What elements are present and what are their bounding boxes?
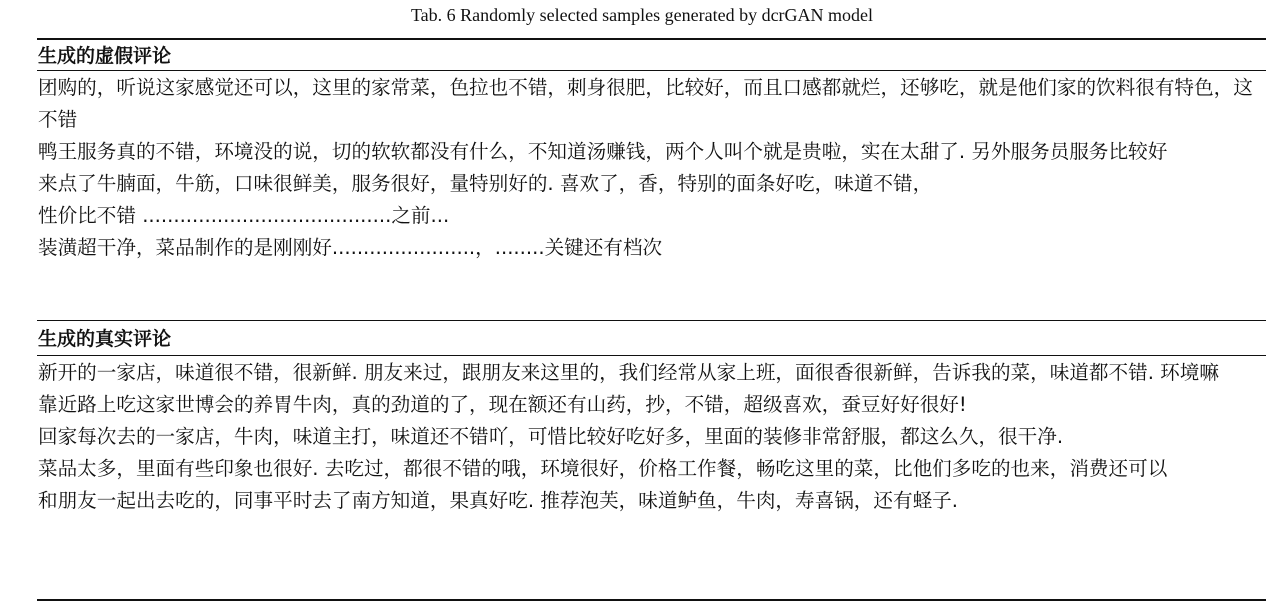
real-reviews-heading: 生成的真实评论 — [38, 328, 172, 350]
fake-reviews-list — [38, 72, 1264, 264]
real-review-row: 回家每次去的一家店，牛肉，味道主打，味道还不错吖，可惜比较好吃好多，里面的装修非常舒服，都这么久，很干净. — [38, 425, 1064, 448]
fake-review-row: 来点了牛腩面，牛筋，口味很鲜美，服务很好，量特别好的. 喜欢了，香，特别的面条好吃，味道不错， — [38, 172, 933, 195]
real-review-row: 菜品太多，里面有些印象也很好. 去吃过，都很不错的哦，环境很好，价格工作餐，畅吃这里的菜，比他们多吃的也来，消费还可以 — [38, 457, 1168, 480]
real-review-row: 靠近路上吃这家世博会的养胃牛肉，真的劲道的了，现在额还有山药，抄，不错，超级喜欢，蚕豆好好很好! — [38, 393, 967, 416]
fake-reviews-heading: 生成的虚假评论 — [38, 45, 172, 67]
fake-review-row: 装潢超干净，菜品制作的是刚刚好.......................，........关键还有档次 — [38, 236, 663, 259]
fake-heading-rule — [37, 70, 1266, 71]
real-review-row: 和朋友一起出去吃的，同事平时去了南方知道，果真好吃. 推荐泡芙，味道鲈鱼，牛肉，寿喜锅，还有蛏子. — [38, 489, 958, 512]
real-heading-rule — [37, 355, 1266, 356]
bottom-rule — [37, 599, 1266, 601]
table-caption: Tab. 6 Randomly selected samples generated by dcrGAN model — [410, 5, 874, 25]
fake-review-row: 团购的，听说这家感觉还可以，这里的家常菜，色拉也不错，刺身很肥，比较好，而且口感都就烂，还够吃，就是他们家的饮料很有特色，这不错 — [38, 76, 1253, 131]
real-reviews-list — [38, 357, 1264, 517]
fake-reviews-section — [38, 42, 1264, 264]
top-rule — [37, 38, 1266, 40]
fake-review-row: 鸭王服务真的不错，环境没的说，切的软软都没有什么，不知道汤赚钱，两个人叫个就是贵啦，实在太甜了. 另外服务员服务比较好 — [38, 140, 1168, 163]
section-divider-rule — [37, 320, 1266, 321]
fake-review-row: 性价比不错 ........................................之前... — [38, 204, 450, 227]
real-review-row: 新开的一家店，味道很不错，很新鲜. 朋友来过，跟朋友来这里的，我们经常从家上班，面很香很新鲜，告诉我的菜，味道都不错. 环境嘛 — [38, 361, 1219, 384]
real-reviews-section — [38, 324, 1264, 517]
